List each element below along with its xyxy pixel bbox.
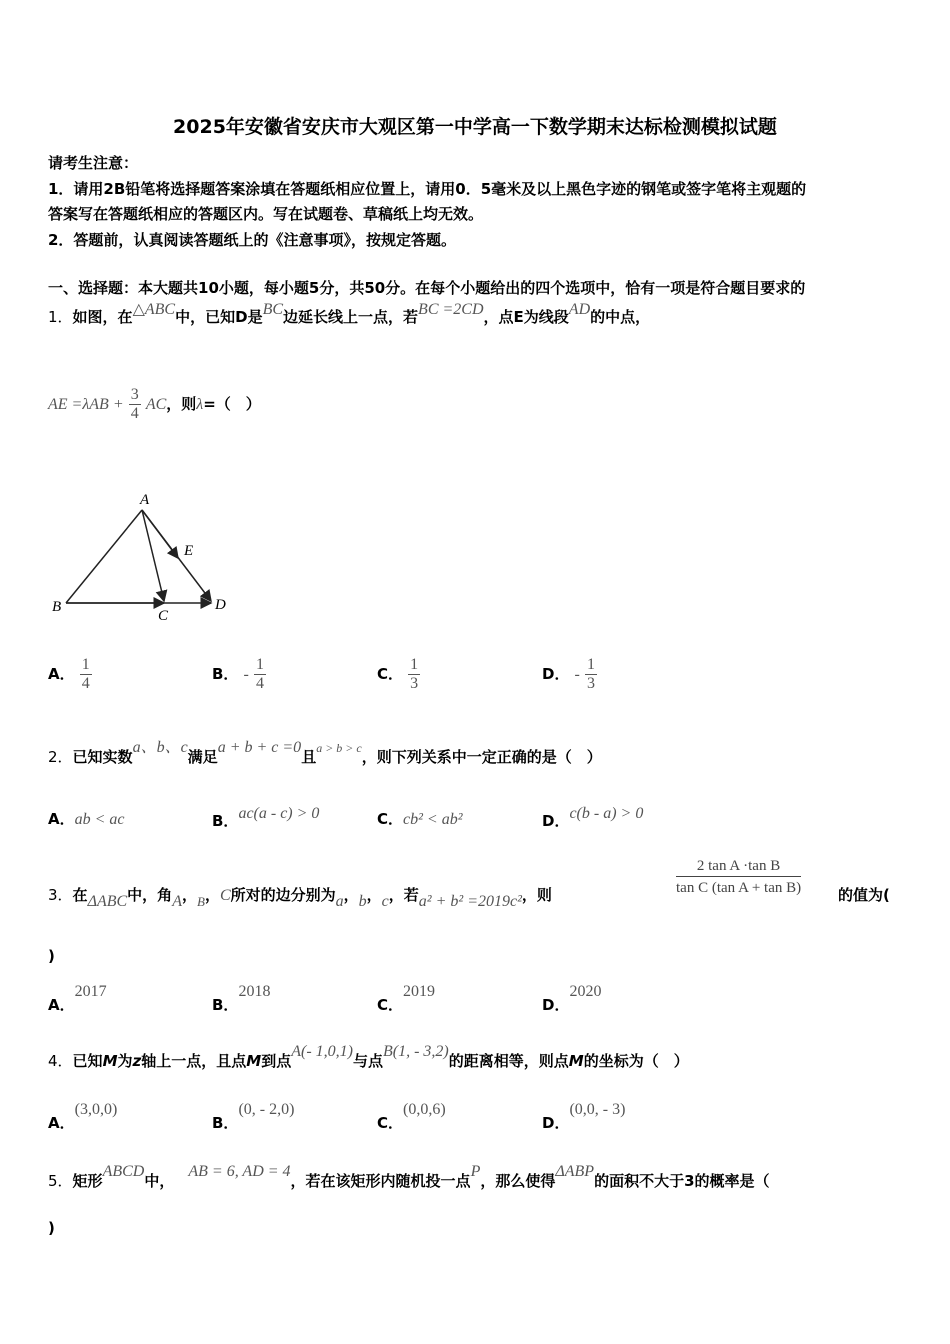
q1-eq-right: AC (145, 396, 167, 413)
option-text: (0,0,6) (403, 1101, 446, 1118)
q2-option-a[interactable] (48, 808, 125, 829)
q1-text: 的中点， (590, 308, 651, 326)
q5-value: 3 (684, 1172, 695, 1190)
q1-eq-left: AE =λAB + (48, 396, 124, 413)
option-label: A． (48, 810, 75, 828)
segment-ab (66, 510, 142, 603)
option-label: C． (377, 810, 404, 828)
q4-option-a[interactable] (48, 1098, 118, 1132)
q1-text: ，点 (483, 308, 514, 326)
option-text: ac(a - c) > 0 (238, 805, 320, 822)
q3-text: ，则 (521, 886, 552, 904)
fraction-numerator: 1 (81, 656, 90, 673)
q1-option-a[interactable] (48, 656, 92, 693)
option-text: 2017 (74, 983, 107, 1000)
option-label: D． (542, 665, 570, 683)
fraction-numerator: 1 (410, 656, 419, 673)
q1-math-triangle: △ABC (132, 301, 176, 318)
q4-option-b[interactable] (212, 1098, 295, 1132)
option-label: A． (48, 665, 75, 683)
option-text: ab < ac (74, 811, 125, 828)
q1-math-condition: BC =2CD (418, 301, 484, 318)
option-label: C． (377, 665, 404, 683)
q2-option-b[interactable] (212, 802, 320, 830)
q4-axis-z: z (132, 1052, 142, 1070)
triangle-figure (48, 488, 248, 628)
q4-text: 到点 (261, 1052, 292, 1070)
question-4-stem (48, 1043, 689, 1071)
q5-math-rect: ABCD (102, 1163, 145, 1180)
q1-math-ad: AD (568, 301, 591, 318)
q2-text: ，则下列关系中一定正确的是（ ） (361, 748, 602, 766)
notice-line-1: 1．请用2B铅笔将选择题答案涂填在答题纸相应位置上，请用0．5毫米及以上黑色字迹的钢笔或签字笔将主观题的 (48, 180, 807, 198)
q3-text: ， (343, 886, 359, 904)
option-label: B． (212, 665, 239, 683)
q3-text: 所对的边分别为 (230, 886, 336, 904)
q3-text: ，若 (388, 886, 419, 904)
option-fraction (408, 656, 420, 693)
label-d: D (215, 597, 226, 613)
option-text: (3,0,0) (74, 1101, 118, 1118)
q1-eq-fraction (129, 386, 141, 423)
q2-math-order: a > b > c (316, 741, 362, 755)
option-text: (0, - 2,0) (238, 1101, 295, 1118)
q4-text: 的距离相等，则点 (448, 1052, 569, 1070)
option-sign: - (243, 666, 249, 683)
q1-math-bc: BC (262, 301, 284, 318)
option-text: cb² < ab² (403, 811, 463, 828)
q4-text: 与点 (352, 1052, 383, 1070)
fraction-denominator: 3 (586, 675, 595, 692)
q4-text: 已知 (72, 1052, 103, 1070)
fraction-numerator: 1 (255, 656, 264, 673)
label-b: B (52, 599, 62, 615)
option-fraction (80, 656, 92, 693)
fraction-numerator: 3 (130, 386, 139, 403)
q3-closing-paren: ) (48, 947, 55, 965)
option-label: B． (212, 1114, 239, 1132)
option-label: A． (48, 1114, 75, 1132)
label-a: A (140, 492, 150, 508)
q3-math-b: B (196, 894, 205, 909)
q5-text: 中， (144, 1172, 175, 1190)
q4-math-point-a: A(- 1,0,1) (291, 1043, 353, 1060)
q3-math-side-a: a (335, 893, 344, 910)
q2-math-sum: a + b + c =0 (217, 739, 302, 756)
q2-number: 2． (48, 748, 73, 766)
option-fraction (585, 656, 597, 693)
q2-text: 满足 (187, 748, 218, 766)
q5-closing-paren: ) (48, 1219, 55, 1237)
q3-math-side-c: c (381, 893, 389, 910)
q5-text: 的概率是（ (694, 1172, 770, 1190)
fraction-denominator: 4 (255, 675, 264, 692)
q1-math-lambda: λ (196, 396, 204, 413)
q1-option-c[interactable] (377, 656, 420, 693)
option-text: (0,0, - 3) (569, 1101, 626, 1118)
q5-text: 矩形 (72, 1172, 103, 1190)
q4-text: 轴上一点，且点 (141, 1052, 247, 1070)
option-text: 2019 (403, 983, 436, 1000)
q4-option-d[interactable] (542, 1098, 626, 1132)
q2-text: 已知实数 (72, 748, 133, 766)
q4-number: 4． (48, 1052, 73, 1070)
q1-equation (48, 386, 261, 423)
label-c: C (158, 608, 169, 624)
q2-option-c[interactable] (377, 808, 463, 829)
question-1-stem (48, 301, 651, 327)
q1-option-b[interactable] (212, 656, 266, 693)
q3-math-side-b: b (358, 893, 367, 910)
q1-text: 是 (247, 308, 263, 326)
q3-option-c[interactable] (377, 980, 436, 1014)
q5-math-triangle: ΔABP (555, 1163, 595, 1180)
q3-text: ， (181, 886, 197, 904)
notice-heading: 请考生注意： (48, 154, 139, 172)
q2-text: 且 (301, 748, 317, 766)
q4-point-m: M (102, 1052, 118, 1070)
q4-math-point-b: B(1, - 3,2) (383, 1043, 449, 1060)
option-label: D． (542, 1114, 570, 1132)
q4-option-c[interactable] (377, 1098, 446, 1132)
q1-point-e: E (513, 308, 524, 326)
option-text: 2020 (569, 983, 602, 1000)
option-text: c(b - a) > 0 (569, 805, 644, 822)
q5-math-p: P (470, 1163, 481, 1180)
q3-number: 3． (48, 886, 73, 904)
fraction-denominator: 4 (81, 675, 90, 692)
q1-text: =（ ） (203, 395, 261, 413)
q1-text: 中，已知 (175, 308, 236, 326)
q1-text: ，则 (166, 395, 197, 413)
q3-fraction (676, 856, 801, 899)
option-label: C． (377, 1114, 404, 1132)
q4-point-m: M (568, 1052, 584, 1070)
q3-option-b[interactable] (212, 980, 271, 1014)
option-text: 2018 (238, 983, 271, 1000)
option-label: D． (542, 996, 570, 1014)
fraction-numerator: 1 (586, 656, 595, 673)
option-label: C． (377, 996, 404, 1014)
q3-text: 中，角 (127, 886, 173, 904)
question-5-stem (48, 1163, 770, 1191)
q5-text: ，若在该矩形内随机投一点 (290, 1172, 471, 1190)
q5-text: ，那么使得 (480, 1172, 556, 1190)
question-3-stem (48, 884, 552, 910)
fraction-denominator: tan C (tan A + tan B) (676, 880, 802, 896)
option-label: B． (212, 996, 239, 1014)
question-2-stem (48, 739, 602, 767)
q4-text: 的坐标为（ ） (583, 1052, 689, 1070)
q1-option-d[interactable] (542, 656, 597, 693)
option-label: A． (48, 996, 75, 1014)
q4-point-m: M (246, 1052, 262, 1070)
q5-math-sides: AB = 6, AD = 4 (188, 1163, 291, 1180)
section-heading: 一、选择题：本大题共10小题，每小题5分，共50分。在每个小题给出的四个选项中，恰有一项是符合题目要求的 (48, 279, 806, 297)
q1-text: 边延长线上一点，若 (283, 308, 419, 326)
q5-text: 的面积不大于 (594, 1172, 685, 1190)
notice-line-3: 2．答题前，认真阅读答题纸上的《注意事项》，按规定答题。 (48, 231, 456, 249)
q4-text: 为 (117, 1052, 133, 1070)
q3-text: 在 (72, 886, 88, 904)
q3-math-triangle: ΔABC (87, 893, 128, 910)
q2-option-d[interactable] (542, 802, 644, 830)
q3-text: ， (204, 886, 220, 904)
q3-text-tail: 的值为( (838, 886, 890, 904)
option-label: B． (212, 812, 239, 830)
q5-number: 5． (48, 1172, 73, 1190)
q1-text: 如图，在 (72, 308, 133, 326)
q1-text: 为线段 (523, 308, 569, 326)
page-title: 2025年安徽省安庆市大观区第一中学高一下数学期末达标检测模拟试题 (173, 116, 777, 138)
q3-option-a[interactable] (48, 980, 107, 1014)
notice-line-2: 答案写在答题纸相应的答题区内。写在试题卷、草稿纸上均无效。 (48, 205, 484, 223)
q2-math-vars: a、b、c (132, 739, 188, 756)
q3-text: ， (366, 886, 382, 904)
q3-option-d[interactable] (542, 980, 602, 1014)
q1-point-d: D (235, 308, 248, 326)
option-label: D． (542, 812, 570, 830)
q3-math-a: A (172, 893, 182, 910)
fraction-denominator: 4 (130, 405, 139, 422)
label-e: E (184, 543, 194, 559)
fraction-numerator: 2 tan A ·tan B (676, 856, 801, 877)
option-fraction (254, 656, 266, 693)
option-sign: - (574, 666, 580, 683)
fraction-denominator: 3 (410, 675, 419, 692)
q1-number: 1． (48, 308, 73, 326)
q3-math-c: C (219, 887, 231, 904)
q3-math-condition: a² + b² =2019c² (418, 893, 522, 910)
